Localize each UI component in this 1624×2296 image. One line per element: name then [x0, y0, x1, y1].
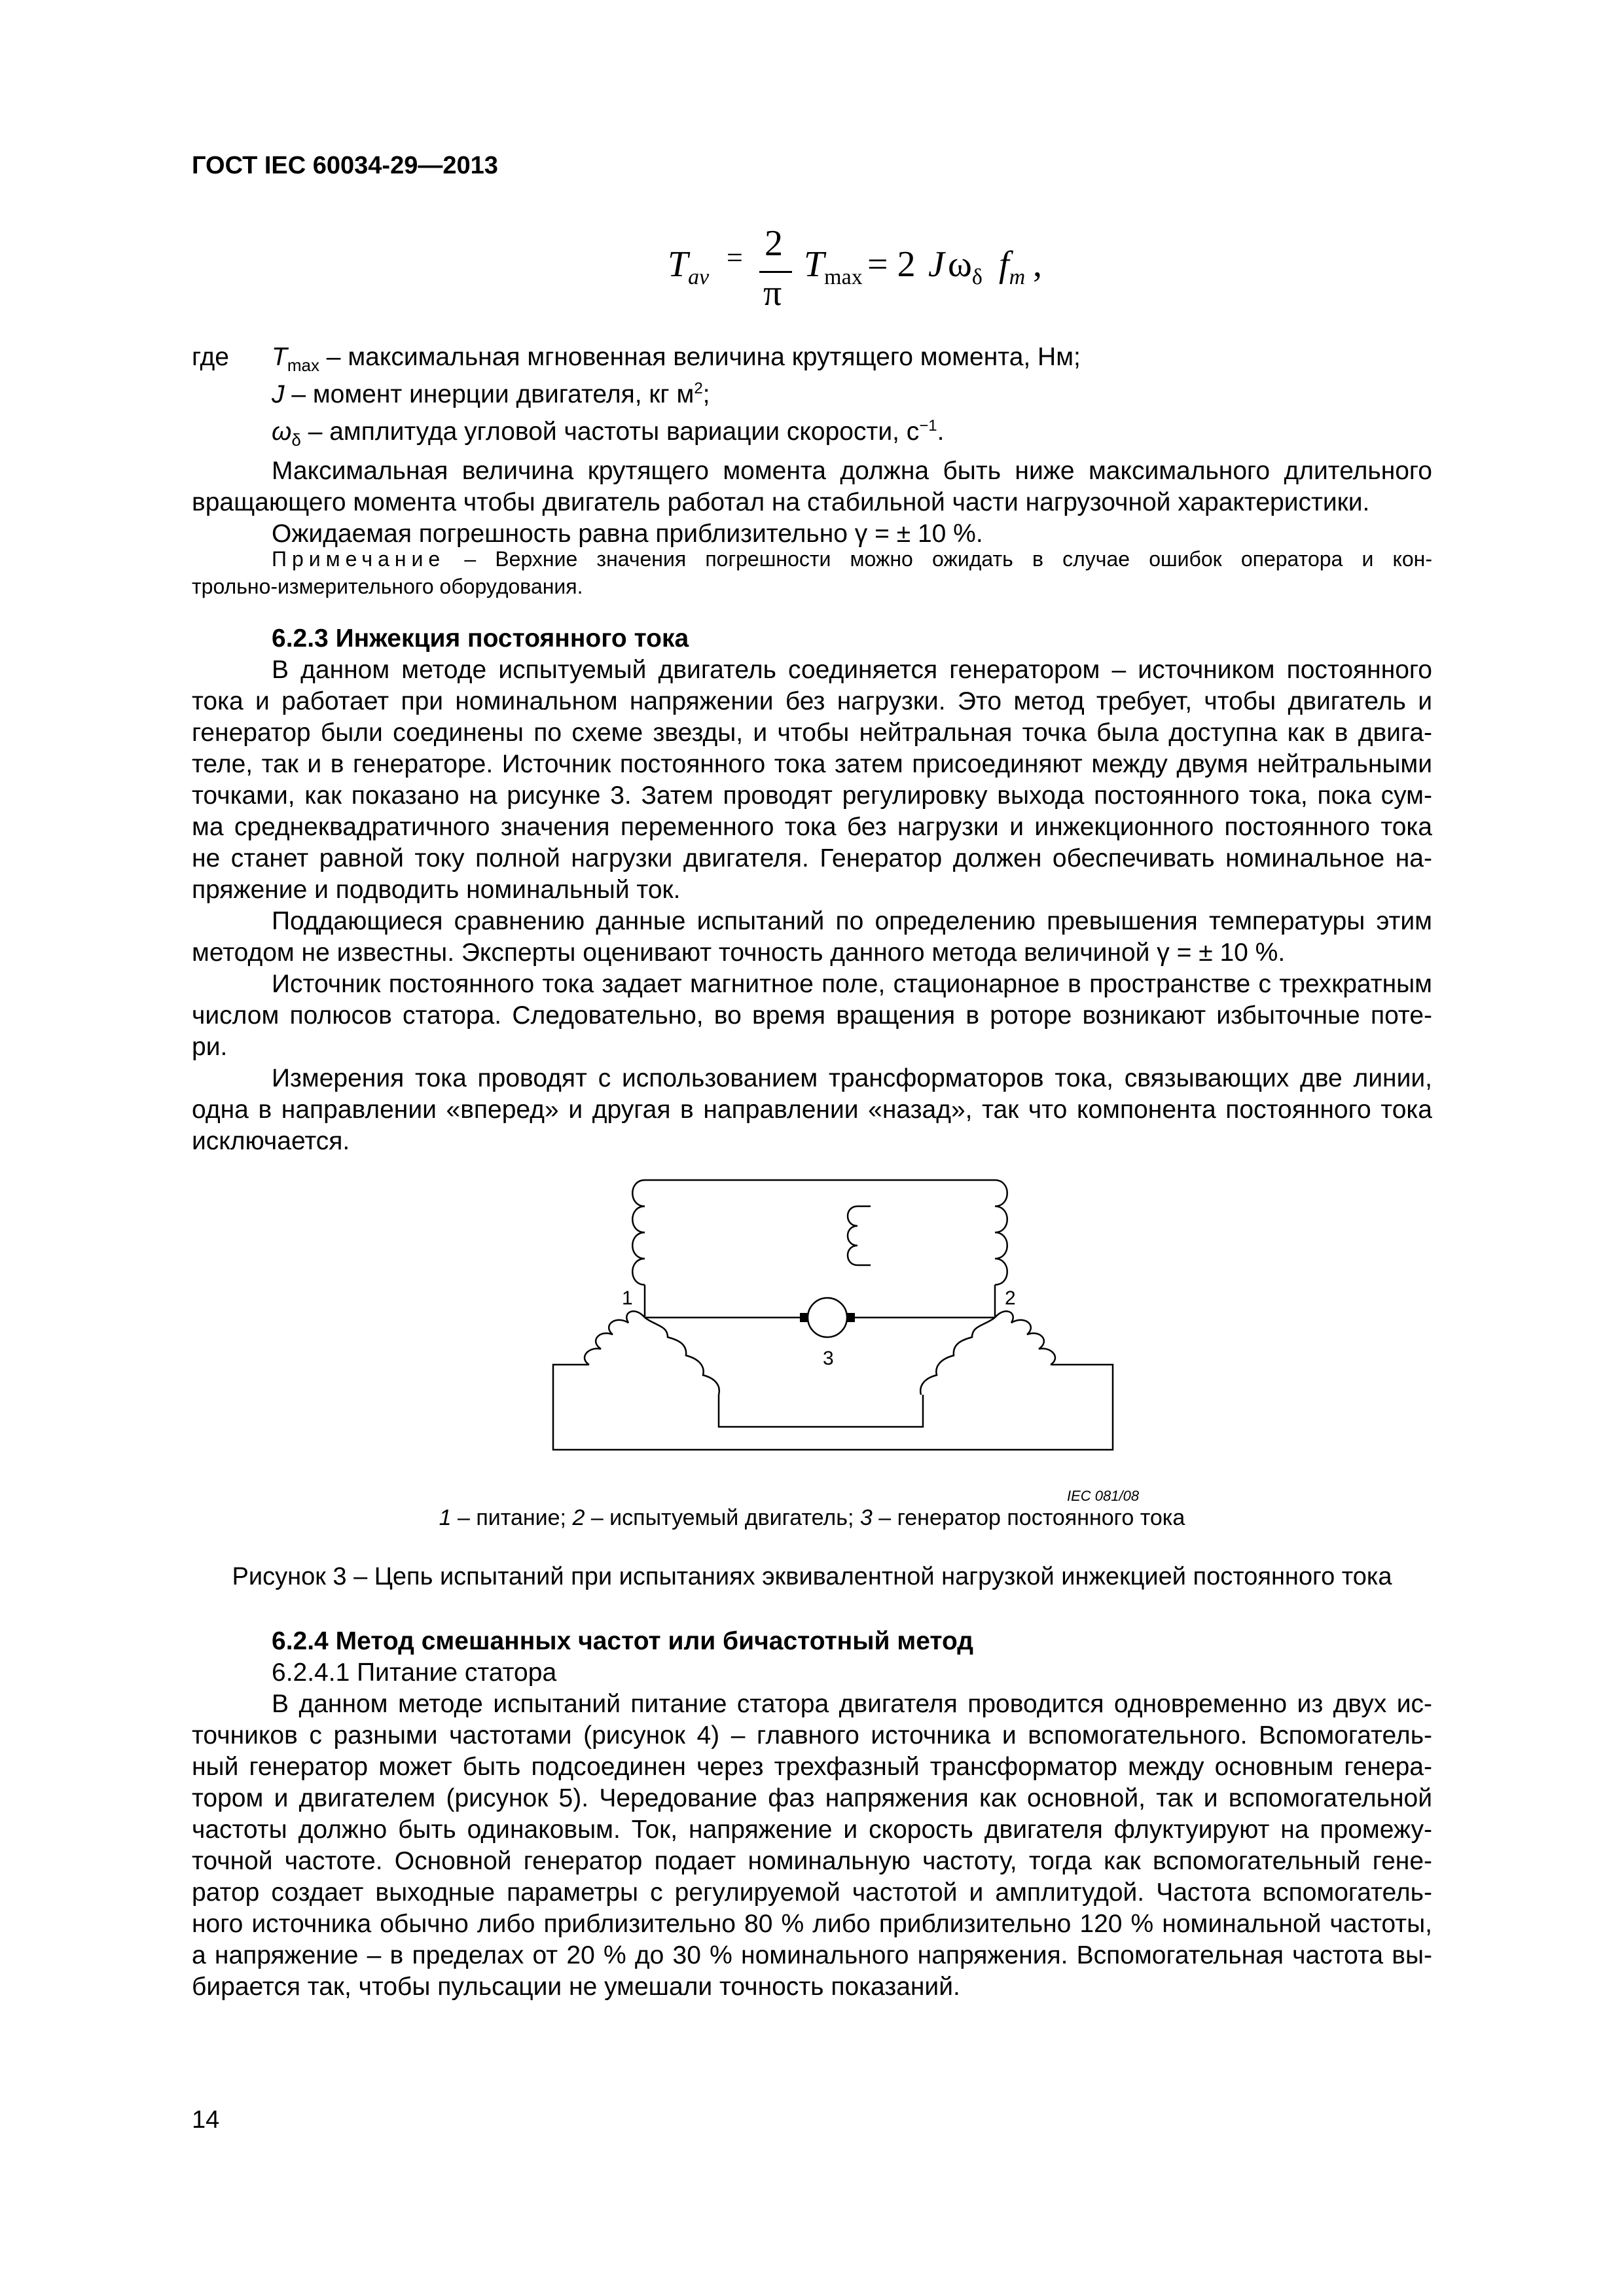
formula-denominator: π: [763, 273, 782, 314]
note-label: Примечание: [272, 547, 446, 571]
figure-label-2: 2: [1005, 1287, 1016, 1309]
formula-eq1: =: [727, 242, 743, 274]
formula-tmax: $T_{max}$: [804, 244, 863, 290]
symbol-line-omega: $\omega_\delta$ – амплитуда угловой частоты вариации скорости, $с^{-1}$.: [272, 417, 945, 450]
paragraph-max-torque-2: вращающего момента чтобы двигатель работал на стабильной части нагрузочной характеристики.: [192, 488, 1370, 516]
formula-omega: $\omega_\delta$: [948, 244, 983, 290]
paragraph-error: Ожидаемая погрешность равна приблизительно γ = ± 10 %.: [272, 519, 983, 548]
symbol-line-j: J – момент инерции двигателя, кг $м^2$;: [272, 380, 710, 408]
formula-eq2: = 2: [867, 244, 916, 285]
page-number: 14: [192, 2106, 220, 2134]
standard-header: ГОСТ IEC 60034-29—2013: [192, 152, 498, 179]
note-line-2: трольно-измерительного оборудования.: [192, 575, 583, 598]
symbols-legend: [192, 342, 1432, 550]
section-6-2-4-1-title: 6.2.4.1 Питание статора: [272, 1659, 557, 1687]
formula-lhs: $T_{av}$: [668, 244, 710, 290]
figure-legend: 1 – питание; 2 – испытуемый двигатель; 3 – генератор постоянного тока: [439, 1505, 1185, 1530]
section-6-2-4-title: 6.2.4 Метод смешанных частот или бичастотный метод: [272, 1627, 974, 1655]
iec-reference: IEC 081/08: [1067, 1488, 1140, 1504]
figure-caption: Рисунок 3 – Цепь испытаний при испытаниях эквивалентной нагрузкой инжекцией постоянного тока: [232, 1563, 1392, 1590]
figure-3-circuit-diagram: [537, 1168, 1165, 1509]
paragraph-max-torque-1: Максимальная величина крутящего момента должна быть ниже максимального длительного: [272, 456, 1432, 485]
figure-label-1: 1: [622, 1287, 633, 1309]
formula-f: $f_m$: [999, 244, 1026, 290]
section-6-2-3: 6.2.3 Инжекция постоянного тока В данном методе испытуемый двигатель соединяется генератором – источником постоянного тока и работает при номинальном напряжении без нагрузки. Это метод требует, чтобы двигатель и генератор были соединены по схеме звезды, и чтобы нейтральная точка была доступна как в двига- теле, так и в генераторе. Источник постоянного тока затем присоединяют между двумя нейтральными точками, как показано на рисунке 3. Затем проводят регулировку выхода постоянного тока, пока сум- ма среднеквадратичного значения переменного тока без нагрузки и инжекционного постоянного тока не станет равной току полной нагрузки двигателя. Генератор должен обеспечивать номинальное на- пряжение и подводить номинальный ток. Поддающиеся сравнению данные испытаний по определению превышения температуры этим методом не известны. Эксперты оценивают точность данного метода величиной γ = ± 10 %. Источник постоянного тока задает магнитное поле, стационарное в пространстве с трехкратным числом полюсов статора. Следовательно, во время вращения в роторе возникают избыточные поте- ри. Измерения тока проводят с использованием трансформаторов тока, связывающих две линии, одна в направлении «вперед» и другая в направлении «назад», так что компонента постоянного тока исключается.: [192, 624, 1432, 1155]
symbol-line-tmax: где $T_{max}$ – максимальная мгновенная величина крутящего момента, Нм;: [192, 343, 1081, 375]
formula-j: J: [928, 244, 945, 285]
note-block: Примечание – Верхние значения погрешности можно ожидать в случае ошибок оператора и кон- трольно-измерительного оборудования.: [192, 545, 1432, 600]
section-6-2-3-title: 6.2.3 Инжекция постоянного тока: [272, 624, 689, 653]
formula-numerator: 2: [765, 223, 783, 264]
figure-label-3: 3: [823, 1348, 834, 1369]
section-6-2-4: 6.2.4 Метод смешанных частот или бичастотный метод 6.2.4.1 Питание статора В данном методе испытаний питание статора двигателя проводится одновременно из двух ис- точников с разными частотами (рисунок 4) – главного источника и вспомогательного. Вспомогатель- ный генератор может быть подсоединен через трехфазный трансформатор между основным генера- тором и двигателем (рисунок 5). Чередование фаз напряжения как основной, так и вспомогательной частоты должно быть одинаковым. Ток, напряжение и скорость двигателя флуктуируют на промежу- точной частоте. Основной генератор подает номинальную частоту, тогда как вспомогательный гене- ратор создает выходные параметры с регулируемой частотой и амплитудой. Частота вспомогатель- ного источника обычно либо приблизительно 80 % либо приблизительно 120 % номинальной частоты, а напряжение – в пределах от 20 % до 30 % номинального напряжения. Вспомогательная частота вы- бирается так, чтобы пульсации не умешали точность показаний.: [192, 1627, 1432, 2001]
formula-tail: ,: [1033, 244, 1042, 285]
torque-formula: [648, 216, 1054, 314]
